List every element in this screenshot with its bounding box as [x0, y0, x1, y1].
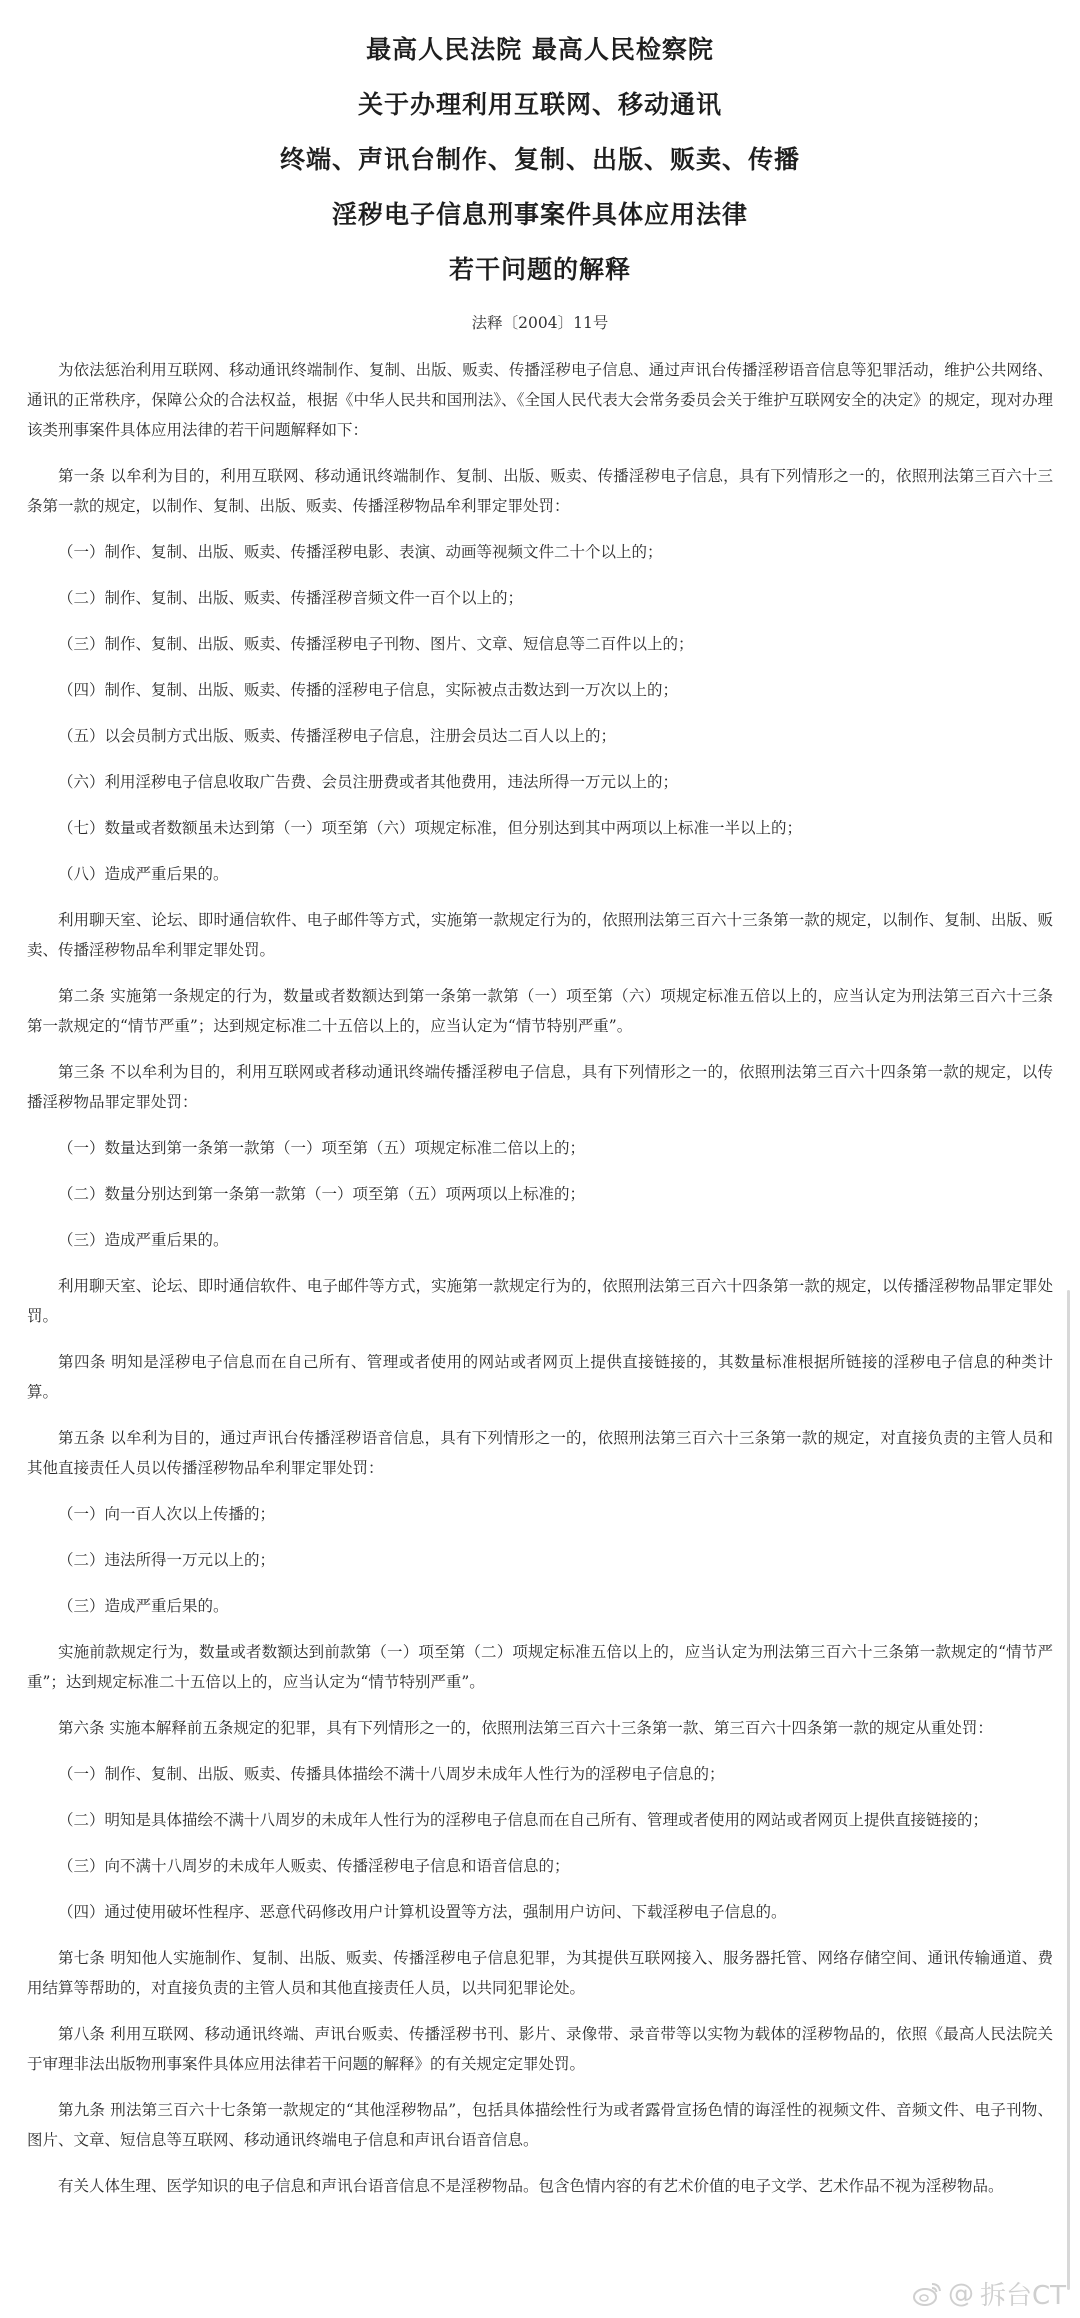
- weibo-logo-icon: [912, 2281, 942, 2307]
- paragraph: （三）制作、复制、出版、贩卖、传播淫秽电子刊物、图片、文章、短信息等二百件以上的；: [58, 635, 694, 653]
- title-line: 若干问题的解释: [448, 255, 631, 284]
- paragraph: （八）造成严重后果的。: [58, 865, 229, 883]
- paragraph: （一）制作、复制、出版、贩卖、传播具体描绘不满十八周岁未成年人性行为的淫秽电子信息的；: [58, 1765, 725, 1783]
- watermark-at: @: [947, 2278, 974, 2309]
- paragraph: 有关人体生理、医学知识的电子信息和声讯台语音信息不是淫秽物品。包含色情内容的有艺术价值的电子文学、艺术作品不视为淫秽物品。: [58, 2177, 1004, 2195]
- paragraph: （一）制作、复制、出版、贩卖、传播淫秽电影、表演、动画等视频文件二十个以上的；: [58, 543, 663, 561]
- title-line: 终端、声讯台制作、复制、出版、贩卖、传播: [279, 145, 800, 174]
- document-number: 法释〔2004〕11号: [471, 314, 609, 332]
- paragraph: （六）利用淫秽电子信息收取广告费、会员注册费或者其他费用，违法所得一万元以上的；: [58, 773, 679, 791]
- paragraph: （四）制作、复制、出版、贩卖、传播的淫秽电子信息，实际被点击数达到一万次以上的；: [58, 681, 679, 699]
- paragraph: 第七条 明知他人实施制作、复制、出版、贩卖、传播淫秽电子信息犯罪，为其提供互联网接入、服务器托管、网络存储空间、通讯传输通道、费用结算等帮助的，对直接负责的主管人员和其他直接责任人员，以共同犯罪论处。: [27, 1949, 1053, 1997]
- paragraph: 第四条 明知是淫秽电子信息而在自己所有、管理或者使用的网站或者网页上提供直接链接的，其数量标准根据所链接的淫秽电子信息的种类计算。: [27, 1353, 1053, 1401]
- paragraph: （七）数量或者数额虽未达到第（一）项至第（六）项规定标准，但分别达到其中两项以上标准一半以上的；: [58, 819, 803, 837]
- paragraph: （三）造成严重后果的。: [58, 1231, 229, 1249]
- paragraph: 第五条 以牟利为目的，通过声讯台传播淫秽语音信息，具有下列情形之一的，依照刑法第三百六十三条第一款的规定，对直接负责的主管人员和其他直接责任人员以传播淫秽物品牟利罪定罪处罚：: [27, 1429, 1053, 1477]
- document-title: [27, 22, 1053, 297]
- paragraph: （一）向一百人次以上传播的；: [58, 1505, 276, 1523]
- scrollbar[interactable]: [1067, 1290, 1070, 2290]
- paragraph: 第三条 不以牟利为目的，利用互联网或者移动通讯终端传播淫秽电子信息，具有下列情形之一的，依照刑法第三百六十四条第一款的规定，以传播淫秽物品罪定罪处罚：: [27, 1063, 1053, 1111]
- watermark-handle: 拆台CT: [979, 2281, 1066, 2311]
- paragraph: （二）制作、复制、出版、贩卖、传播淫秽音频文件一百个以上的；: [58, 589, 524, 607]
- paragraph: 利用聊天室、论坛、即时通信软件、电子邮件等方式，实施第一款规定行为的，依照刑法第三百六十四条第一款的规定，以传播淫秽物品罪定罪处罚。: [27, 1277, 1053, 1325]
- paragraph: 第八条 利用互联网、移动通讯终端、声讯台贩卖、传播淫秽书刊、影片、录像带、录音带等以实物为载体的淫秽物品的，依照《最高人民法院关于审理非法出版物刑事案件具体应用法律若干问题的解释》的有关规定定罪处罚。: [27, 2025, 1053, 2073]
- paragraph: （二）数量分别达到第一条第一款第（一）项至第（五）项两项以上标准的；: [58, 1185, 586, 1203]
- paragraph: （四）通过使用破坏性程序、恶意代码修改用户计算机设置等方法，强制用户访问、下载淫秽电子信息的。: [58, 1903, 787, 1921]
- paragraph: （二）明知是具体描绘不满十八周岁的未成年人性行为的淫秽电子信息而在自己所有、管理或者使用的网站或者网页上提供直接链接的；: [58, 1811, 989, 1829]
- paragraph: 第六条 实施本解释前五条规定的犯罪，具有下列情形之一的，依照刑法第三百六十三条第一款、第三百六十四条第一款的规定从重处罚：: [58, 1719, 993, 1737]
- paragraph: 第二条 实施第一条规定的行为，数量或者数额达到第一条第一款第（一）项至第（六）项规定标准五倍以上的，应当认定为刑法第三百六十三条第一款规定的“情节严重”；达到规定标准二十五倍以上的，应当认定为“情节特别严重”。: [27, 987, 1053, 1035]
- paragraph: （三）造成严重后果的。: [58, 1597, 229, 1615]
- paragraph: 第一条 以牟利为目的，利用互联网、移动通讯终端制作、复制、出版、贩卖、传播淫秽电子信息，具有下列情形之一的，依照刑法第三百六十三条第一款的规定，以制作、复制、出版、贩卖、传播淫秽物品牟利罪定罪处罚：: [27, 467, 1053, 515]
- paragraph: 实施前款规定行为，数量或者数额达到前款第（一）项至第（二）项规定标准五倍以上的，应当认定为刑法第三百六十三条第一款规定的“情节严重”；达到规定标准二十五倍以上的，应当认定为“情节特别严重”。: [27, 1643, 1053, 1691]
- paragraph: 利用聊天室、论坛、即时通信软件、电子邮件等方式，实施第一款规定行为的，依照刑法第三百六十三条第一款的规定，以制作、复制、出版、贩卖、传播淫秽物品牟利罪定罪处罚。: [27, 911, 1053, 959]
- title-line: 最高人民法院 最高人民检察院: [366, 35, 714, 64]
- paragraph: （三）向不满十八周岁的未成年人贩卖、传播淫秽电子信息和语音信息的；: [58, 1857, 570, 1875]
- title-line: 淫秽电子信息刑事案件具体应用法律: [331, 200, 748, 229]
- paragraph: （二）违法所得一万元以上的；: [58, 1551, 276, 1569]
- paragraph: （一）数量达到第一条第一款第（一）项至第（五）项规定标准二倍以上的；: [58, 1139, 586, 1157]
- paragraph: 为依法惩治利用互联网、移动通讯终端制作、复制、出版、贩卖、传播淫秽电子信息、通过声讯台传播淫秽语音信息等犯罪活动，维护公共网络、通讯的正常秩序，保障公众的合法权益，根据《中华人民共和国刑法》、《全国人民代表大会常务委员会关于维护互联网安全的决定》的规定，现对办理该类刑事案件具体应用法律的若干问题解释如下：: [27, 361, 1053, 439]
- document-body: [27, 355, 1053, 2201]
- paragraph: （五）以会员制方式出版、贩卖、传播淫秽电子信息，注册会员达二百人以上的；: [58, 727, 617, 745]
- paragraph: 第九条 刑法第三百六十七条第一款规定的“其他淫秽物品”，包括具体描绘性行为或者露骨宣扬色情的诲淫性的视频文件、音频文件、电子刊物、图片、文章、短信息等互联网、移动通讯终端电子信息和声讯台语音信息。: [27, 2101, 1053, 2149]
- title-line: 关于办理利用互联网、移动通讯: [357, 90, 722, 119]
- weibo-watermark: [912, 2275, 1066, 2312]
